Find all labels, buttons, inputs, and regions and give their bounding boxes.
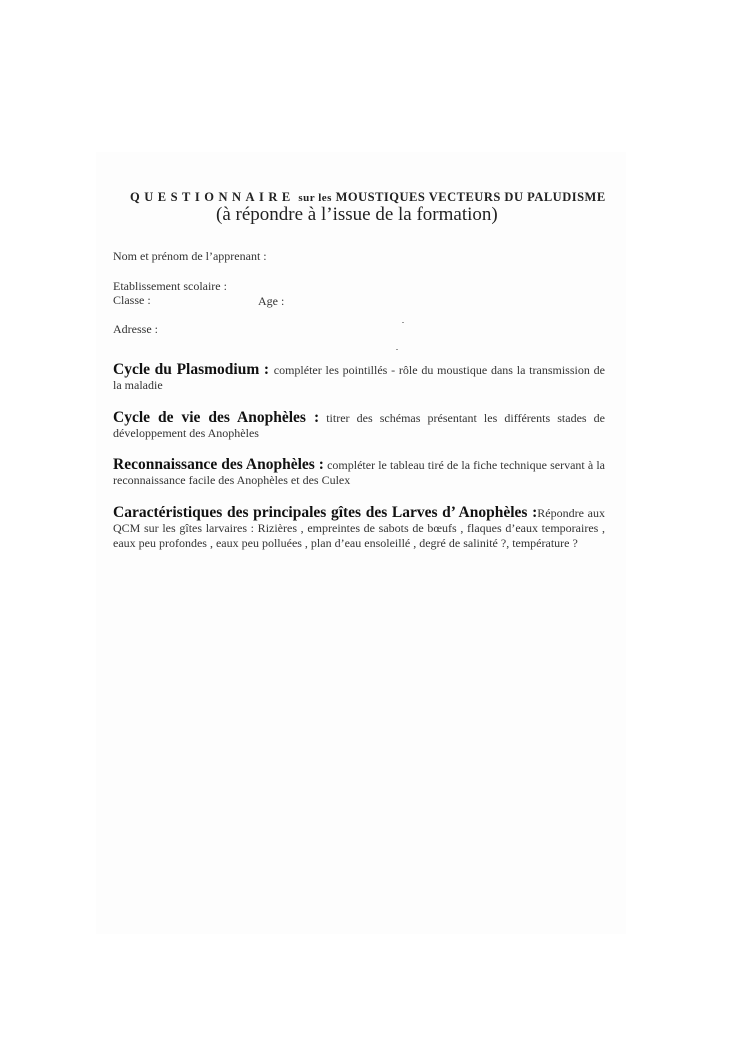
class-field-label: Classe : <box>113 293 151 307</box>
section-instructions: Répondre aux QCM sur les gîtes larvaires : Rizières , empreintes de sabots de bœufs , flaques d’eaux temporaires , eaux peu profondes , eaux peu polluées , plan d’eau ensoleillé , degré de salinité ?, température ? <box>113 506 606 550</box>
title-word-questionnaire: QUESTIONNAIRE <box>130 190 295 204</box>
age-field-label: Age : <box>258 294 285 308</box>
section-anopheles-life-cycle <box>113 410 605 441</box>
scan-speck <box>402 322 404 323</box>
section-instructions: compléter le tableau tiré de la fiche technique servant à la reconnaissance facile des Anophèles et des Culex <box>113 458 605 487</box>
section-heading: Caractéristiques des principales gîtes des Larves d’ Anophèles : <box>113 504 538 521</box>
section-heading: Reconnaissance des Anophèles : <box>113 456 324 473</box>
section-heading: Cycle du Plasmodium <box>113 361 260 378</box>
scan-speck <box>396 349 398 350</box>
document-title <box>130 190 606 205</box>
title-subject: MOUSTIQUES VECTEURS DU PALUDISME <box>335 190 606 204</box>
section-larval-habitats <box>113 505 605 551</box>
section-plasmodium-cycle <box>113 362 605 393</box>
address-field-label: Adresse : <box>113 322 158 336</box>
section-anopheles-recognition <box>113 457 605 488</box>
section-instructions: titrer des schémas présentant les différents stades de développement des Anophèles <box>113 411 606 440</box>
school-field-label: Etablissement scolaire : <box>113 279 227 293</box>
section-heading: Cycle de vie des Anophèles : <box>113 409 320 426</box>
section-separator: : <box>259 361 274 378</box>
name-field-label: Nom et prénom de l’apprenant : <box>113 249 267 263</box>
document-subtitle: (à répondre à l’issue de la formation) <box>216 204 498 225</box>
title-connector: sur les <box>298 192 332 204</box>
section-instructions: compléter les pointillés - rôle du moustique dans la transmission de la maladie <box>113 363 605 392</box>
